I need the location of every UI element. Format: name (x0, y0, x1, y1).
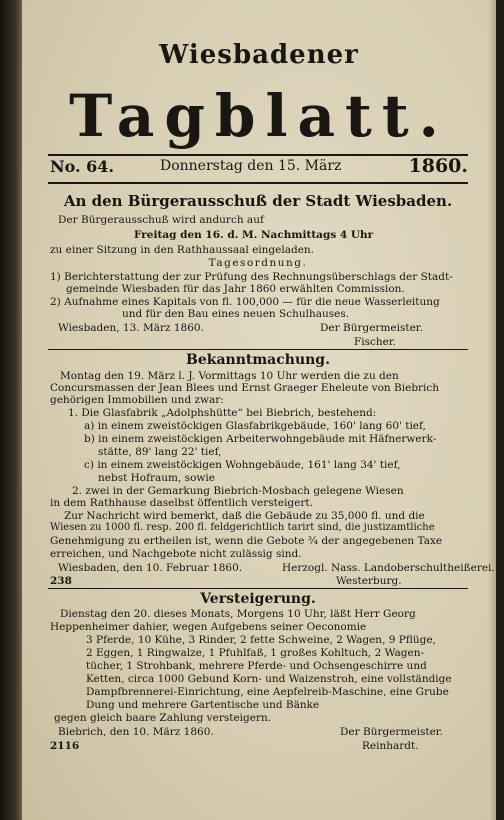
notice1-place-date: Wiesbaden, 13. März 1860. (58, 322, 204, 334)
issue-rule-bottom (48, 182, 468, 184)
issue-line (50, 157, 468, 179)
divider (48, 588, 468, 589)
notice3-line: Ketten, circa 1000 Gebund Korn- und Waizenstroh, eine vollständige (86, 673, 452, 685)
notice2-line: erreichen, und Nachgebote nicht zulässig sind. (50, 548, 302, 560)
notice2-title: Bekanntmachung. (186, 352, 330, 368)
notice3-number: 2116 (50, 740, 80, 752)
issue-rule-top (48, 154, 468, 156)
notice3-line: Dampfbrennerei-Einrichtung, eine Aepfelreib-Maschine, eine Grube (86, 686, 449, 698)
notice2-line: Concursmassen der Jean Blees und Ernst Graeger Eheleute von Biebrich (50, 382, 440, 394)
notice2-line: a) in einem zweistöckigen Glasfabrikgebäude, 160' lang 60' tief, (84, 420, 426, 432)
notice1-signer-title: Der Bürgermeister. (320, 322, 423, 334)
agenda-heading: Tagesordnung. (208, 257, 308, 269)
masthead-top: Wiesbadener (159, 40, 359, 70)
notice2-line: Zur Nachricht wird bemerkt, daß die Gebäude zu 35,000 fl. und die (64, 510, 425, 522)
notice3-line: Dung und mehrere Gartentische und Bänke (86, 699, 320, 711)
notice3-line: Heppenheimer dahier, wegen Aufgebens seiner Oeconomie (50, 621, 367, 633)
notice2-line: nebst Hofraum, sowie (98, 472, 215, 484)
masthead-title: Tagblatt. (69, 82, 449, 150)
notice3-line: 3 Pferde, 10 Kühe, 3 Rinder, 2 fette Schweine, 2 Wagen, 9 Pflüge, (86, 634, 436, 646)
issue-date: Donnerstag den 15. März (160, 158, 342, 174)
notice3-signer-name: Reinhardt. (362, 740, 419, 752)
notice3-title: Versteigerung. (200, 591, 316, 607)
notice2-line: Montag den 19. März l. J. Vormittags 10 Uhr werden die zu den (60, 370, 399, 382)
notice3-line: gegen gleich baare Zahlung versteigern. (54, 712, 272, 724)
notice2-line: c) in einem zweistöckigen Wohngebäude, 161' lang 34' tief, (84, 459, 401, 471)
book-spine (0, 0, 22, 820)
divider (48, 349, 468, 350)
notice1-line: zu einer Sitzung in den Rathhaussaal eingeladen. (50, 244, 315, 256)
notice1-title: An den Bürgerausschuß der Stadt Wiesbaden. (63, 192, 453, 210)
notice2-line: Wiesen zu 1000 fl. resp. 200 fl. feldgerichtlich tarirt sind, die justizamtliche (50, 522, 435, 533)
newspaper-page (22, 0, 496, 820)
notice3-signer-title: Der Bürgermeister. (340, 726, 443, 738)
issue-number: No. 64. (50, 157, 114, 176)
notice1-line: Der Bürgerausschuß wird andurch auf (58, 214, 264, 226)
notice2-signer-name: Westerburg. (336, 575, 402, 587)
notice2-line: in dem Rathhause daselbst öffentlich versteigert. (50, 497, 313, 509)
notice1-line: und für den Bau eines neuen Schulhauses. (122, 308, 350, 320)
notice1-line: 1) Berichterstattung der zur Prüfung des Rechnungsüberschlags der Stadt- (50, 271, 453, 283)
notice2-number: 238 (50, 575, 72, 587)
notice1-line: 2) Aufnahme eines Kapitals von fl. 100,000 — für die neue Wasserleitung (50, 296, 440, 308)
notice3-line: Dienstag den 20. dieses Monats, Morgens 10 Uhr, läßt Herr Georg (60, 608, 416, 620)
notice1-signer-name: Fischer. (354, 336, 397, 348)
notice2-line: 1. Die Glasfabrik „Adolphshütte“ bei Biebrich, bestehend: (68, 407, 377, 419)
notice2-line: gehörigen Immobilien und zwar: (50, 394, 224, 406)
notice2-line: 2. zwei in der Gemarkung Biebrich-Mosbach gelegene Wiesen (72, 485, 404, 497)
notice2-place-date: Wiesbaden, den 10. Februar 1860. (58, 562, 243, 574)
notice2-office: Herzogl. Nass. Landoberschultheißerei. (282, 562, 495, 574)
notice2-line: stätte, 89' lang 22' tief, (98, 446, 222, 458)
notice1-line: gemeinde Wiesbaden für das Jahr 1860 erwählten Commission. (66, 283, 405, 295)
issue-year: 1860. (408, 155, 468, 177)
notice3-line: tücher, 1 Strohbank, mehrere Pferde- und Ochsengeschirre und (86, 660, 427, 672)
notice3-line: 2 Eggen, 1 Ringwalze, 1 Pfuhlfaß, 1 großes Kohltuch, 2 Wagen- (86, 647, 424, 659)
notice1-line: Freitag den 16. d. M. Nachmittags 4 Uhr (134, 229, 374, 241)
notice3-place-date: Biebrich, den 10. März 1860. (58, 726, 214, 738)
notice2-line: b) in einem zweistöckigen Arbeiterwohngebäude mit Häfnerwerk- (84, 433, 437, 445)
notice2-line: Genehmigung zu ertheilen ist, wenn die Gebote ¾ der angegebenen Taxe (50, 535, 443, 547)
